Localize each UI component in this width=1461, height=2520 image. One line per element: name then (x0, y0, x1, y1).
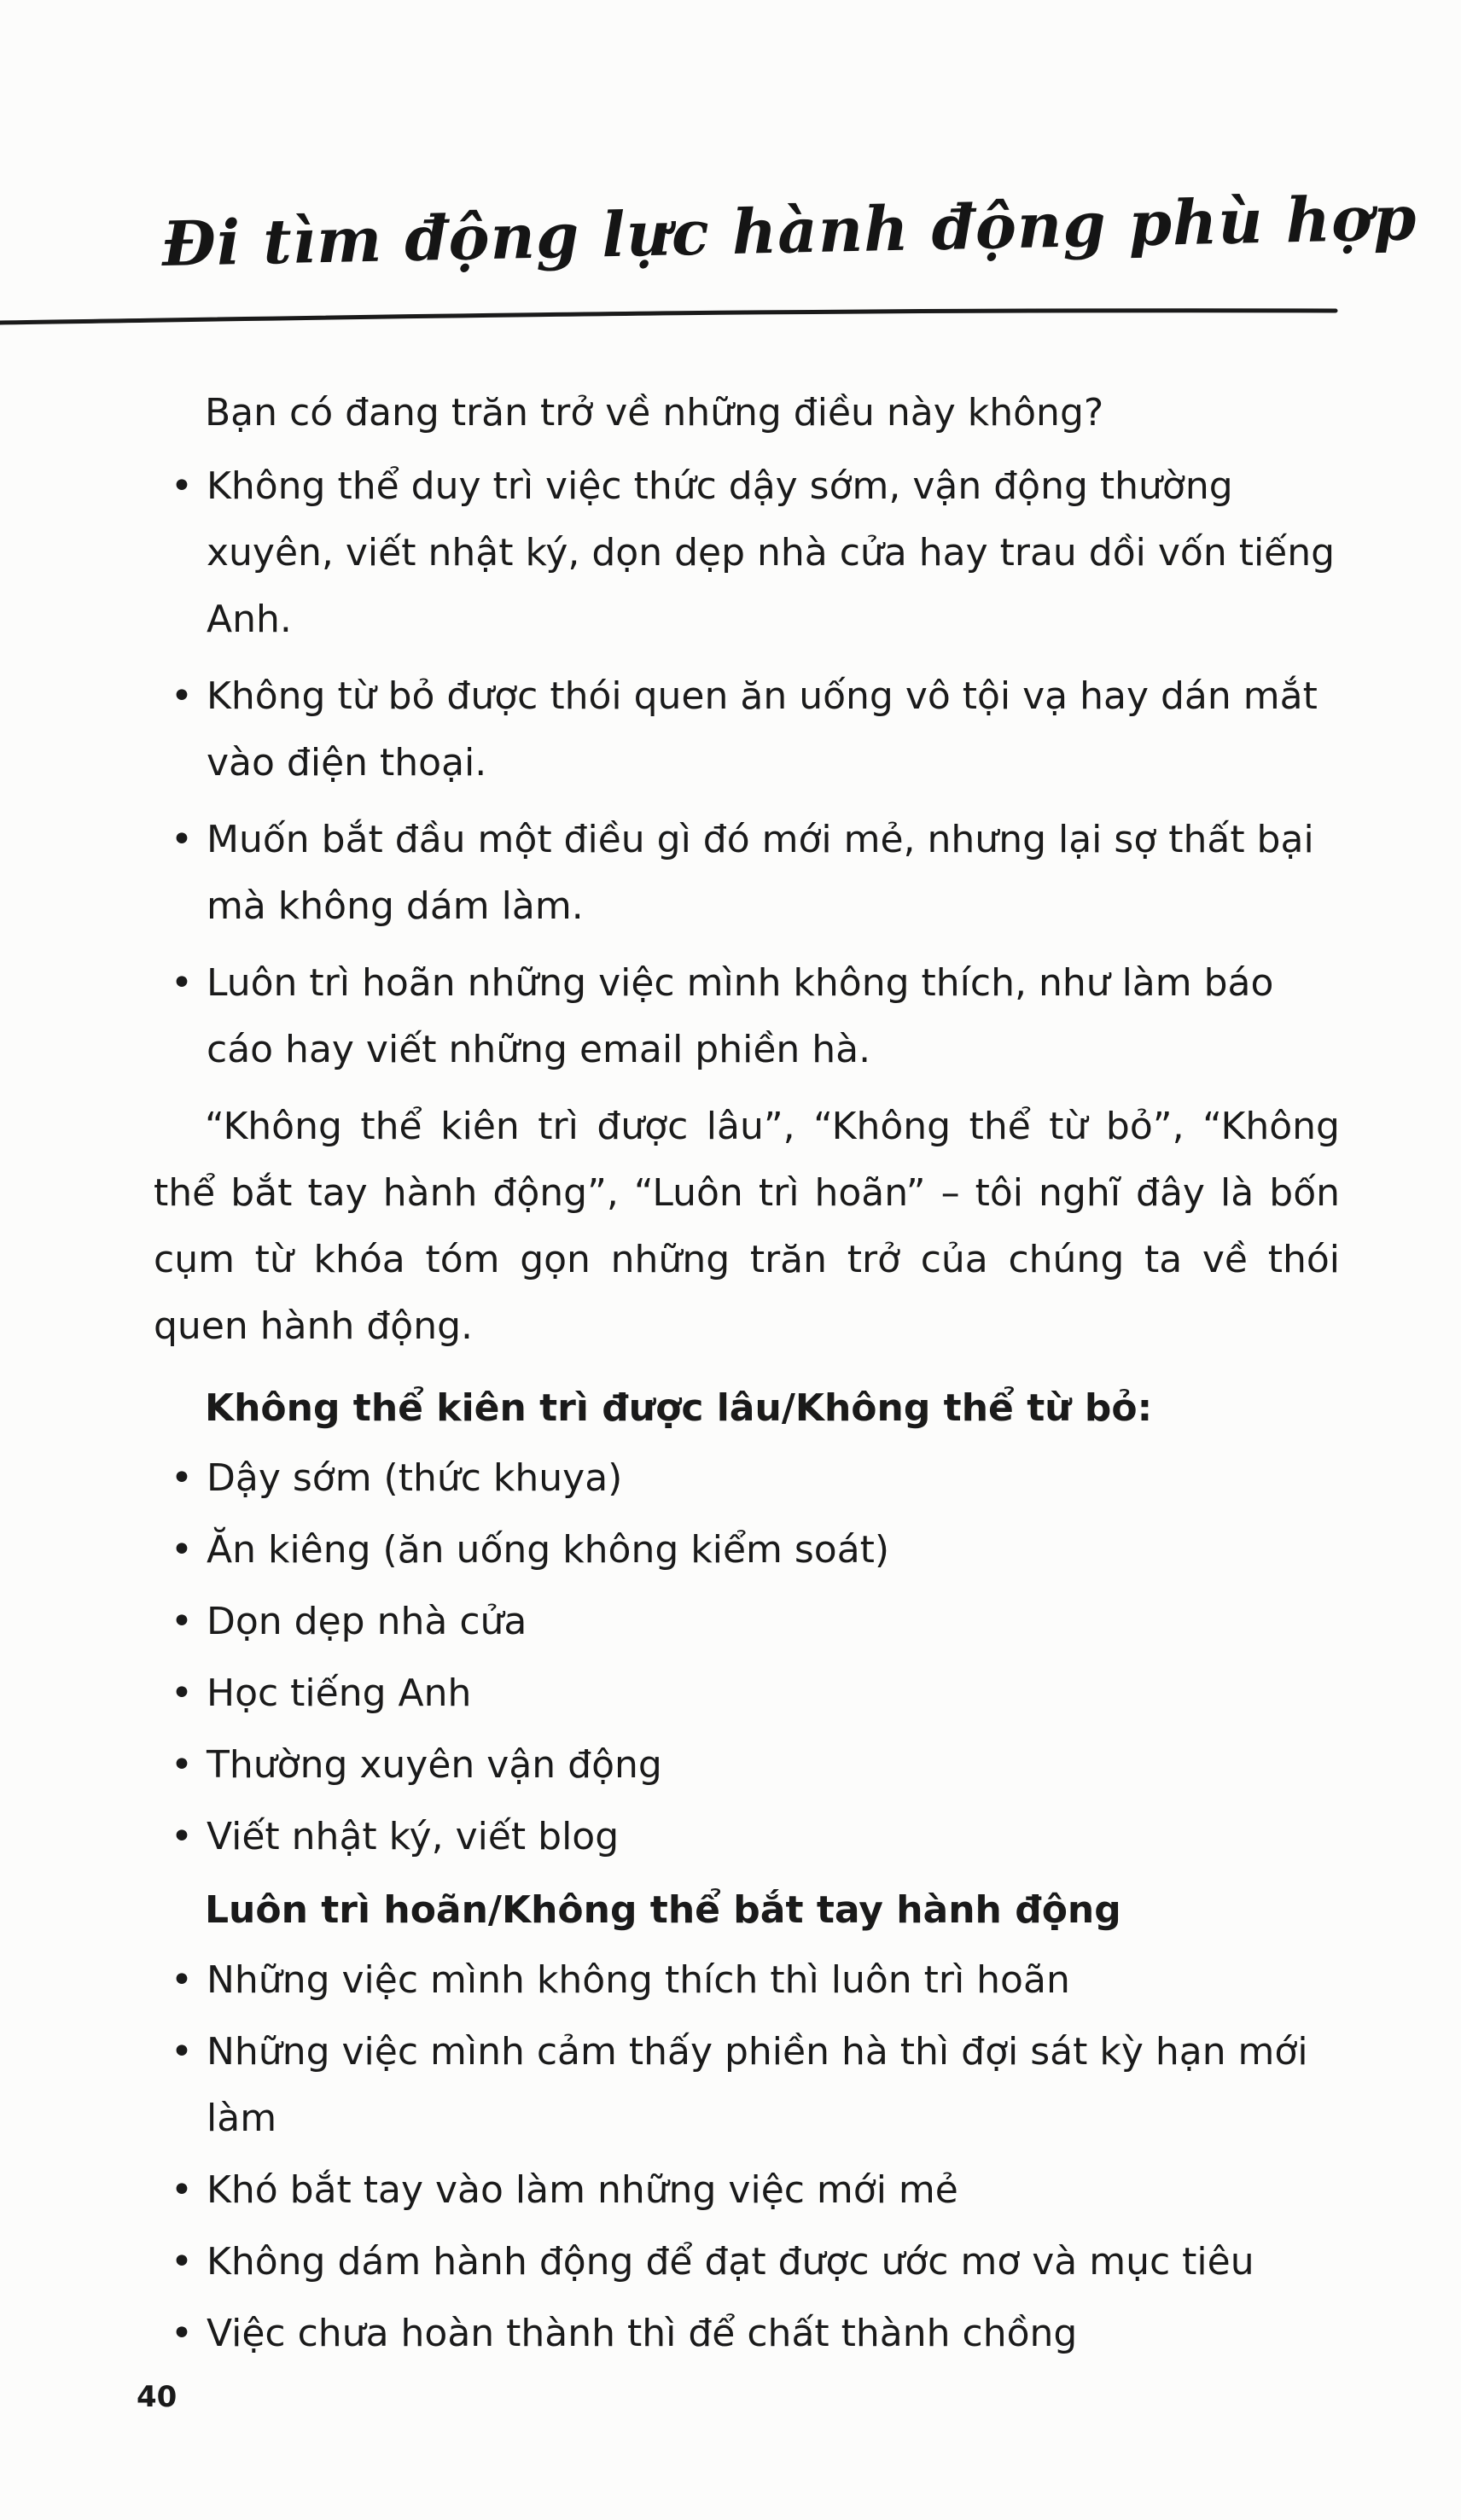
delay-bullet-list (154, 1947, 1340, 2367)
list-item: • Học tiếng Anh (154, 1660, 1340, 1727)
list-item: • Không dám hành động để đạt được ước mơ và mục tiêu (154, 2229, 1340, 2295)
list-item: • Muốn bắt đầu một điều gì đó mới mẻ, nhưng lại sợ thất bại mà không dám làm. (154, 807, 1340, 940)
page-body (154, 380, 1340, 2372)
list-item: • Thường xuyên vận động (154, 1732, 1340, 1799)
intro-question: Bạn có đang trăn trở về những điều này không? (205, 391, 1104, 435)
list-item: • Dọn dẹp nhà cửa (154, 1589, 1340, 1655)
list-item: • Việc chưa hoàn thành thì để chất thành chồng (154, 2301, 1340, 2367)
list-item: • Luôn trì hoãn những việc mình không thích, như làm báo cáo hay viết những email phiền hà. (154, 950, 1340, 1083)
intro-bullet-list (154, 453, 1340, 1083)
list-item: • Viết nhật ký, viết blog (154, 1804, 1340, 1870)
list-item: • Ăn kiêng (ăn uống không kiểm soát) (154, 1517, 1340, 1584)
list-item: • Khó bắt tay vào làm những việc mới mẻ (154, 2157, 1340, 2224)
list-item: • Những việc mình không thích thì luôn trì hoãn (154, 1947, 1340, 2014)
list-item: • Những việc mình cảm thấy phiền hà thì đợi sát kỳ hạn mới làm (154, 2019, 1340, 2152)
section-heading-persist: Không thể kiên trì được lâu/Không thể từ bỏ: (205, 1386, 1153, 1430)
list-item: • Dậy sớm (thức khuya) (154, 1445, 1340, 1512)
list-item: • Không thể duy trì việc thức dậy sớm, vận động thường xuyên, viết nhật ký, dọn dẹp nhà cửa hay trau dồi vốn tiếng Anh. (154, 453, 1340, 653)
summary-paragraph: “Không thể kiên trì được lâu”, “Không thể từ bỏ”, “Không thể bắt tay hành động”, “Luôn trì hoãn” – tôi nghĩ đây là bốn cụm từ khóa tóm gọn những trăn trở của chúng ta về thói quen hành động. (154, 1105, 1340, 1348)
title-divider (0, 299, 1461, 333)
list-item: • Không từ bỏ được thói quen ăn uống vô tội vạ hay dán mắt vào điện thoại. (154, 663, 1340, 796)
persist-bullet-list (154, 1445, 1340, 1870)
section-heading-delay: Luôn trì hoãn/Không thể bắt tay hành động (205, 1888, 1121, 1932)
chapter-title: Đi tìm động lực hành động phù hợp (161, 181, 1418, 281)
page-number: 40 (137, 2380, 178, 2414)
